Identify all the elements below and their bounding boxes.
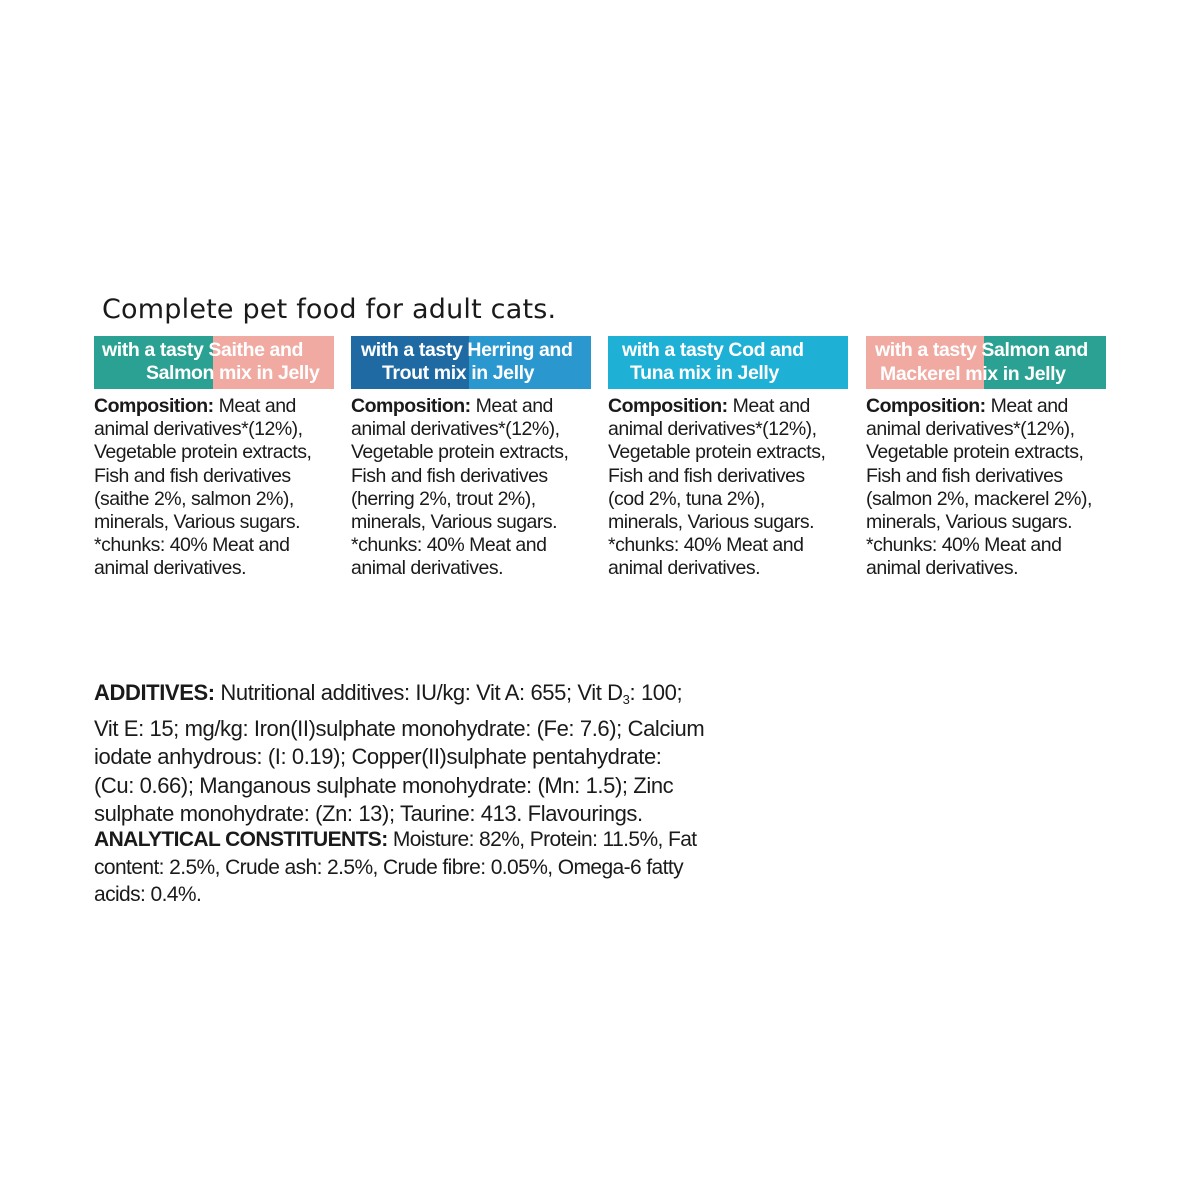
variant-banner	[94, 336, 334, 389]
banner-text: with a tasty	[875, 339, 982, 361]
variant-banner	[866, 336, 1106, 389]
page-heading: Complete pet food for adult cats.	[102, 294, 557, 325]
composition-label: Composition:	[94, 395, 214, 417]
banner-text: with a tasty	[361, 339, 468, 361]
banner-text: Salmon mix	[146, 362, 252, 384]
composition-text: Composition: Meat and animal derivatives*(12%), Vegetable protein extracts, Fish and fish derivatives (saithe 2%, salmon 2%), minerals, Various sugars. *chunks: 40% Meat and animal derivatives.	[94, 395, 312, 580]
banner-text: Trout mix	[382, 362, 467, 384]
banner-text: Salmon and	[981, 339, 1088, 361]
composition-text: Composition: Meat and animal derivatives*(12%), Vegetable protein extracts, Fish and fish derivatives (herring 2%, trout 2%), minerals, Various sugars. *chunks: 40% Meat and animal derivatives.	[351, 395, 569, 580]
banner-text: in Jelly	[466, 362, 535, 384]
banner-text: ix in Jelly	[982, 363, 1066, 385]
variant-saithe-salmon	[94, 336, 334, 581]
variant-cod-tuna	[608, 336, 848, 581]
variant-herring-trout	[351, 336, 591, 581]
additives-section: ADDITIVES: Nutritional additives: IU/kg: Vit A: 655; Vit $D_3$: 100; Vit E: 15; mg/kg: Iron(II)sulphate monohydrate: (Fe: 7.6); Calcium iodate anhydrous: (I: 0.19); Copper(II)sulphate pentahydrate: (Cu: 0.66); Manganous sulphate monohydrate: (Mn: 1.5); Zinc sulphate monohydrate: (Zn: 13); Taurine: 413. Flavourings.	[94, 680, 705, 827]
banner-text: with a tasty Cod and	[622, 339, 804, 361]
banner-text: Tuna mix in Jelly	[630, 362, 779, 384]
composition-label: Composition:	[866, 395, 986, 417]
banner-text: with a tasty	[102, 339, 209, 361]
banner-text: Mackerel m	[880, 363, 983, 385]
variant-banner	[608, 336, 848, 389]
variant-banner	[351, 336, 591, 389]
composition-label: Composition:	[608, 395, 728, 417]
banner-text: Herring and	[467, 339, 573, 361]
additives-label: ADDITIVES:	[94, 680, 215, 705]
composition-label: Composition:	[351, 395, 471, 417]
banner-text: Saithe and	[208, 339, 304, 361]
banner-text: in Jelly	[251, 362, 320, 384]
analytical-constituents-section: ANALYTICAL CONSTITUENTS: Moisture: 82%, Protein: 11.5%, Fat content: 2.5%, Crude ash: 2.5%, Crude fibre: 0.05%, Omega-6 fatty acids: 0.4%.	[94, 828, 697, 906]
composition-text: Composition: Meat and animal derivatives*(12%), Vegetable protein extracts, Fish and fish derivatives (salmon 2%, mackerel 2%), minerals, Various sugars. *chunks: 40% Meat and animal derivatives.	[866, 395, 1092, 580]
composition-text: Composition: Meat and animal derivatives*(12%), Vegetable protein extracts, Fish and fish derivatives (cod 2%, tuna 2%), minerals, Various sugars. *chunks: 40% Meat and animal derivatives.	[608, 395, 826, 580]
analytical-constituents-label: ANALYTICAL CONSTITUENTS:	[94, 828, 388, 851]
variant-salmon-mackerel	[866, 336, 1106, 581]
